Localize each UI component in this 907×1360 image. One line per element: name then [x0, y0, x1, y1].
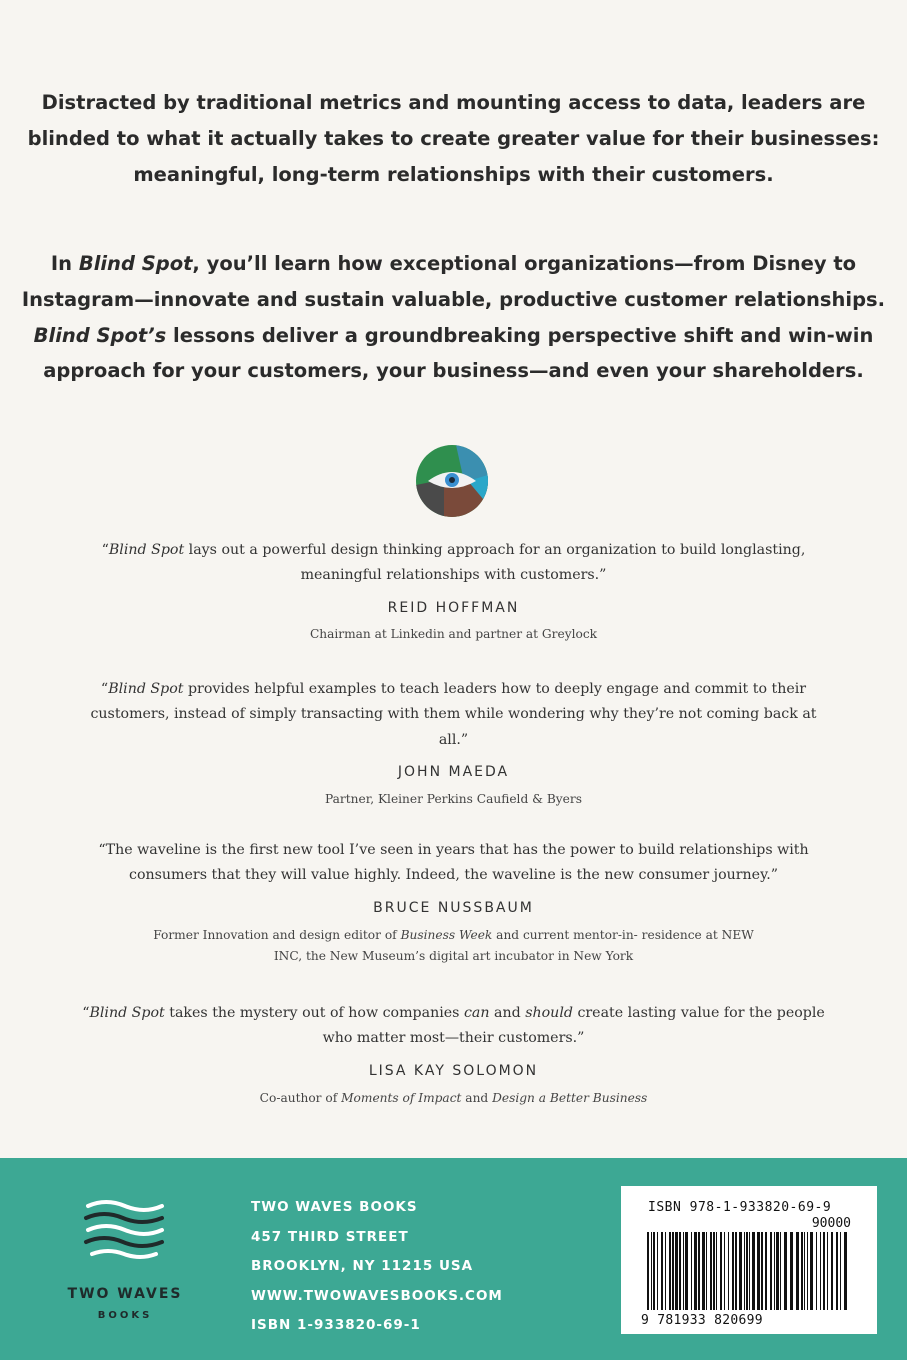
- quote-john-maeda: [80, 677, 827, 753]
- barcode-bar: [770, 1232, 772, 1310]
- publication-title: Business Week: [400, 928, 493, 942]
- barcode-bar: [752, 1232, 755, 1310]
- barcode-bar: [774, 1232, 775, 1310]
- barcode-bar: [665, 1232, 666, 1310]
- pitch-paragraph-1: [0, 85, 907, 192]
- quote-text: and: [489, 1005, 526, 1021]
- attribution-role: Partner, Kleiner Perkins Caufield & Byers: [325, 792, 582, 806]
- barcode-bar: [836, 1232, 838, 1310]
- barcode-bar: [801, 1232, 803, 1310]
- book-title: Blind Spot: [78, 252, 193, 275]
- barcode-bar: [739, 1232, 742, 1310]
- publisher-city: BROOKLYN, NY 11215 USA: [251, 1258, 474, 1274]
- barcode-bar: [784, 1232, 787, 1310]
- attribution-name: BRUCE NUSSBAUM: [373, 900, 534, 916]
- pitch-text: , you’ll learn how exceptional organizations—from Disney to Instagram—innovate and sustain valuable, productive customer relationships.: [21, 252, 886, 311]
- book-title: Blind Spot: [89, 1005, 165, 1021]
- attribution-name: REID HOFFMAN: [387, 600, 520, 616]
- book-title: Blind Spot: [108, 681, 184, 697]
- quote-reid-hoffman: [80, 538, 827, 589]
- barcode-bar: [675, 1232, 678, 1310]
- barcode-bar: [720, 1232, 722, 1310]
- barcode-bar: [765, 1232, 767, 1310]
- barcode-bar: [780, 1232, 781, 1310]
- logo-subtitle: BOOKS: [97, 1310, 153, 1321]
- barcode-bar: [657, 1232, 658, 1310]
- barcode-ean-digits: 9 781933 820699: [641, 1313, 763, 1328]
- barcode-bar: [804, 1232, 805, 1310]
- barcode-bar: [790, 1232, 793, 1310]
- barcode-bar: [716, 1232, 717, 1310]
- barcode-bar: [710, 1232, 712, 1310]
- attribution-name: JOHN MAEDA: [397, 764, 510, 780]
- barcode-bar: [651, 1232, 652, 1310]
- barcode-bar: [713, 1232, 715, 1310]
- barcode-bar: [761, 1232, 763, 1310]
- barcode-bar: [647, 1232, 649, 1310]
- book-title: Blind Spot’s: [33, 323, 167, 347]
- barcode-bar: [807, 1232, 808, 1310]
- quote-text: create lasting value for the people who matter most—their customers.”: [322, 1005, 825, 1047]
- barcode-bar: [653, 1232, 655, 1310]
- attribution-name: LISA KAY SOLOMON: [368, 1063, 539, 1079]
- barcode-bar: [669, 1232, 671, 1310]
- quote-bruce-nussbaum: [80, 838, 827, 889]
- quote-text: “The waveline is the first new tool I’ve seen in years that has the power to build relationships with consumers that they will value highly. Indeed, the waveline is the new consumer journey.”: [98, 842, 809, 884]
- barcode-bar: [827, 1232, 828, 1310]
- publisher-isbn: ISBN 1-933820-69-1: [251, 1317, 421, 1333]
- quote-mark: “: [100, 681, 109, 697]
- barcode-bar: [844, 1232, 847, 1310]
- barcode-bar: [816, 1232, 817, 1310]
- book-title: Moments of Impact: [341, 1091, 462, 1105]
- role-text: and: [461, 1091, 493, 1105]
- barcode-bar: [691, 1232, 692, 1310]
- attribution-role: [150, 925, 757, 967]
- barcode-bar: [744, 1232, 745, 1310]
- barcode-bar: [702, 1232, 705, 1310]
- barcode: [621, 1186, 877, 1334]
- barcode-bar: [823, 1232, 825, 1310]
- emphasis: should: [525, 1005, 573, 1021]
- barcode-bar: [698, 1232, 700, 1310]
- barcode-bar: [735, 1232, 737, 1310]
- barcode-bar: [694, 1232, 697, 1310]
- barcode-isbn-label: ISBN 978-1-933820-69-9: [648, 1200, 832, 1215]
- quote-mark: “: [82, 1005, 90, 1021]
- barcode-bar: [746, 1232, 748, 1310]
- barcode-bar: [661, 1232, 663, 1310]
- logo-wordmark: TWO WAVES: [67, 1286, 183, 1302]
- barcode-bars: [647, 1232, 851, 1312]
- barcode-bar: [728, 1232, 729, 1310]
- book-title: Blind Spot: [108, 542, 185, 558]
- book-title: Design a Better Business: [492, 1091, 648, 1105]
- two-waves-logo: [60, 1198, 190, 1328]
- publisher-info: [251, 1193, 503, 1341]
- quote-mark: “: [101, 542, 109, 558]
- barcode-bar: [840, 1232, 841, 1310]
- barcode-price-code: 90000: [811, 1216, 851, 1231]
- barcode-bar: [810, 1232, 813, 1310]
- attribution-role: Chairman at Linkedin and partner at Greylock: [309, 627, 598, 641]
- publisher-footer: [0, 1158, 907, 1360]
- publisher-name: TWO WAVES BOOKS: [251, 1199, 418, 1215]
- publisher-website: WWW.TWOWAVESBOOKS.COM: [251, 1287, 503, 1304]
- pitch-text: Distracted by traditional metrics and mounting access to data, leaders are blinded to what it actually takes to create greater value for their businesses: meaningful, long-term relationships with their customers.: [27, 91, 880, 186]
- quote-text: takes the mystery out of how companies: [164, 1005, 464, 1021]
- pitch-paragraph-2: [0, 246, 907, 389]
- barcode-bar: [683, 1232, 684, 1310]
- barcode-bar: [685, 1232, 688, 1310]
- role-text: Former Innovation and design editor of: [153, 928, 401, 942]
- quote-text: provides helpful examples to teach leaders how to deeply engage and commit to their customers, instead of simply transacting with them while wondering why they’re not coming back at all.”: [90, 681, 817, 748]
- barcode-bar: [679, 1232, 681, 1310]
- emphasis: can: [463, 1005, 490, 1021]
- pitch-text: In: [50, 252, 79, 275]
- eye-icon: [416, 445, 488, 517]
- waves-icon: [82, 1198, 168, 1268]
- barcode-bar: [820, 1232, 821, 1310]
- barcode-bar: [749, 1232, 750, 1310]
- barcode-bar: [831, 1232, 833, 1310]
- publisher-street: 457 THIRD STREET: [251, 1228, 409, 1245]
- role-text: and current mentor-in- residence at NEW INC, the New Museum’s digital art incubator in New York: [273, 928, 754, 963]
- attribution-role: [80, 1088, 827, 1109]
- quote-text: lays out a powerful design thinking approach for an organization to build longlasting, meaningful relationships with customers.”: [184, 542, 806, 584]
- barcode-bar: [776, 1232, 779, 1310]
- quote-lisa-kay-solomon: [80, 1001, 827, 1052]
- pitch-text: lessons deliver a groundbreaking perspective shift and win-win approach for your customers, your business—and even your shareholders.: [43, 323, 874, 383]
- barcode-bar: [796, 1232, 799, 1310]
- barcode-bar: [672, 1232, 674, 1310]
- barcode-bar: [724, 1232, 725, 1310]
- barcode-bar: [757, 1232, 760, 1310]
- barcode-bar: [732, 1232, 734, 1310]
- role-text: Co-author of: [259, 1091, 342, 1105]
- barcode-bar: [706, 1232, 707, 1310]
